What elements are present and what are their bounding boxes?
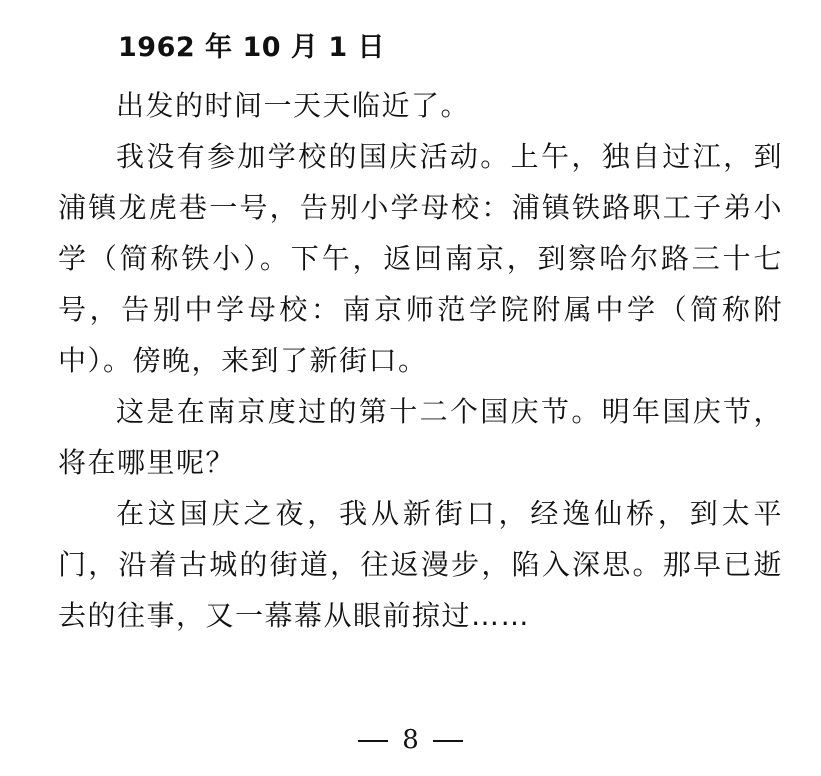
- footer-right-dash: [433, 740, 463, 742]
- entry-date: 1962 年 10 月 1 日: [118, 32, 386, 63]
- page-number: 8: [402, 725, 419, 755]
- paragraph-3: 这是在南京度过的第十二个国庆节。明年国庆节，将在哪里呢？: [58, 395, 783, 479]
- footer-left-dash: [358, 740, 388, 742]
- page-footer: [0, 722, 821, 758]
- paragraph-1: 出发的时间一天天临近了。: [116, 89, 471, 122]
- paragraph-2: 我没有参加学校的国庆活动。上午，独自过江，到浦镇龙虎巷一号，告别小学母校：浦镇铁路职工子弟小学（简称铁小）。下午，返回南京，到察哈尔路三十七号，告别中学母校：南京师范学院附属中学（简称附中）。傍晚，来到了新街口。: [58, 140, 783, 377]
- paragraph-4: 在这国庆之夜，我从新街口，经逸仙桥，到太平门，沿着古城的街道，往返漫步，陷入深思。那早已逝去的往事，又一幕幕从眼前掠过……: [58, 497, 783, 632]
